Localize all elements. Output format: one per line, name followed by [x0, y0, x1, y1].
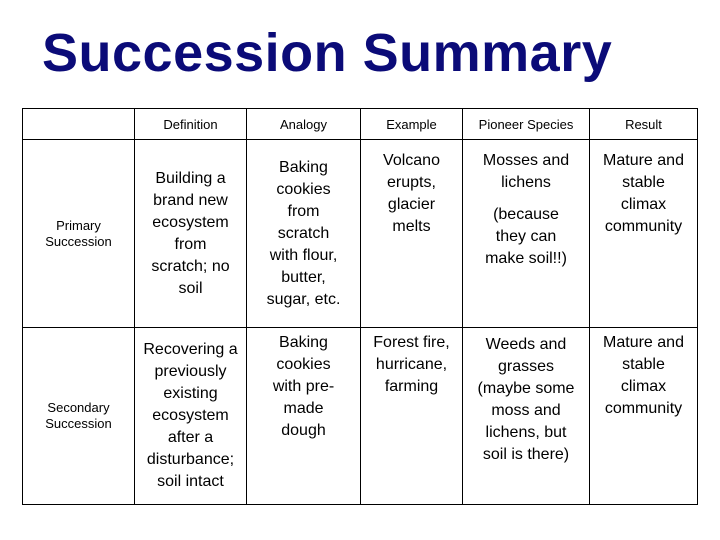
row-label-secondary	[23, 328, 135, 505]
header-example: Example	[361, 109, 463, 140]
text-line: Mosses and	[482, 152, 570, 169]
table-row-secondary	[23, 328, 698, 505]
text-line: community	[604, 218, 683, 235]
text-line: Recovering a	[143, 341, 238, 358]
text-line: they can	[495, 228, 557, 245]
text-line: scratch	[277, 224, 330, 242]
text-line: made	[283, 400, 324, 417]
text-line: melts	[392, 218, 431, 235]
text-line: Weeds and	[485, 336, 567, 353]
text-line: soil is there)	[482, 446, 570, 463]
cell-result-secondary	[590, 328, 698, 505]
text-line: Baking	[279, 158, 328, 176]
page-title: Succession Summary	[42, 23, 613, 83]
text-line: climax	[620, 378, 667, 395]
text-line: community	[604, 400, 683, 417]
text-line: ecosystem	[152, 213, 229, 231]
text-line: soil	[178, 279, 203, 297]
text-line: from	[287, 202, 320, 220]
text-line: ecosystem	[152, 407, 229, 424]
text-line: with flour,	[269, 246, 338, 264]
text-line: lichens	[501, 174, 551, 191]
text-line: soil intact	[157, 473, 224, 490]
text-line: previously	[154, 363, 227, 380]
text-line: lichens, but	[485, 424, 567, 441]
text-line: hurricane,	[375, 356, 448, 373]
text-line: farming	[384, 378, 439, 395]
text-line: Volcano	[383, 152, 440, 169]
text-line: after a	[167, 429, 214, 446]
text-line: cookies	[276, 180, 331, 198]
text-line: brand new	[153, 191, 228, 209]
text-line: from	[174, 235, 207, 253]
cell-example-secondary	[361, 328, 463, 505]
text-line: Mature and	[603, 334, 684, 351]
text-line: with pre-	[272, 378, 335, 395]
text-line: Mature and	[603, 152, 684, 169]
cell-example-primary	[361, 140, 463, 328]
text-line: butter,	[281, 268, 326, 286]
text-line: (because	[493, 206, 559, 223]
cell-analogy-primary	[247, 140, 361, 328]
header-definition: Definition	[135, 109, 247, 140]
row-label-line: Succession	[45, 416, 112, 431]
text-line: Forest fire,	[373, 334, 450, 351]
text-line: glacier	[387, 196, 436, 213]
row-label-line: Primary	[56, 217, 101, 233]
text-line: stable	[622, 356, 665, 373]
text-line: Baking	[279, 334, 328, 351]
cell-pioneer-primary	[463, 140, 590, 328]
text-line: existing	[163, 385, 218, 402]
text-line: make soil!!)	[485, 250, 567, 267]
header-row	[23, 109, 698, 140]
text-line: moss and	[491, 402, 561, 419]
text-line: dough	[281, 422, 326, 439]
cell-pioneer-secondary	[463, 328, 590, 505]
row-label-primary	[23, 140, 135, 328]
text-line: erupts,	[387, 174, 436, 191]
header-result: Result	[590, 109, 698, 140]
header-corner	[23, 109, 135, 140]
cell-definition-primary	[135, 140, 247, 328]
cell-analogy-secondary	[247, 328, 361, 505]
text-line: climax	[620, 196, 667, 213]
cell-result-primary	[590, 140, 698, 328]
text-line: grasses	[497, 358, 555, 375]
text-line: scratch; no	[151, 257, 230, 275]
succession-summary-table	[22, 108, 698, 505]
text-line: stable	[622, 174, 665, 191]
text-line: disturbance;	[146, 451, 235, 468]
cell-definition-secondary	[135, 328, 247, 505]
table-row-primary	[23, 140, 698, 328]
row-label-line: Succession	[45, 233, 112, 249]
text-line: Building a	[155, 169, 226, 187]
header-pioneer-species: Pioneer Species	[463, 109, 590, 140]
text-line: (maybe some	[477, 380, 575, 397]
row-label-line: Secondary	[47, 400, 110, 415]
text-line: sugar, etc.	[266, 290, 341, 308]
text-line: cookies	[276, 356, 331, 373]
header-analogy: Analogy	[247, 109, 361, 140]
